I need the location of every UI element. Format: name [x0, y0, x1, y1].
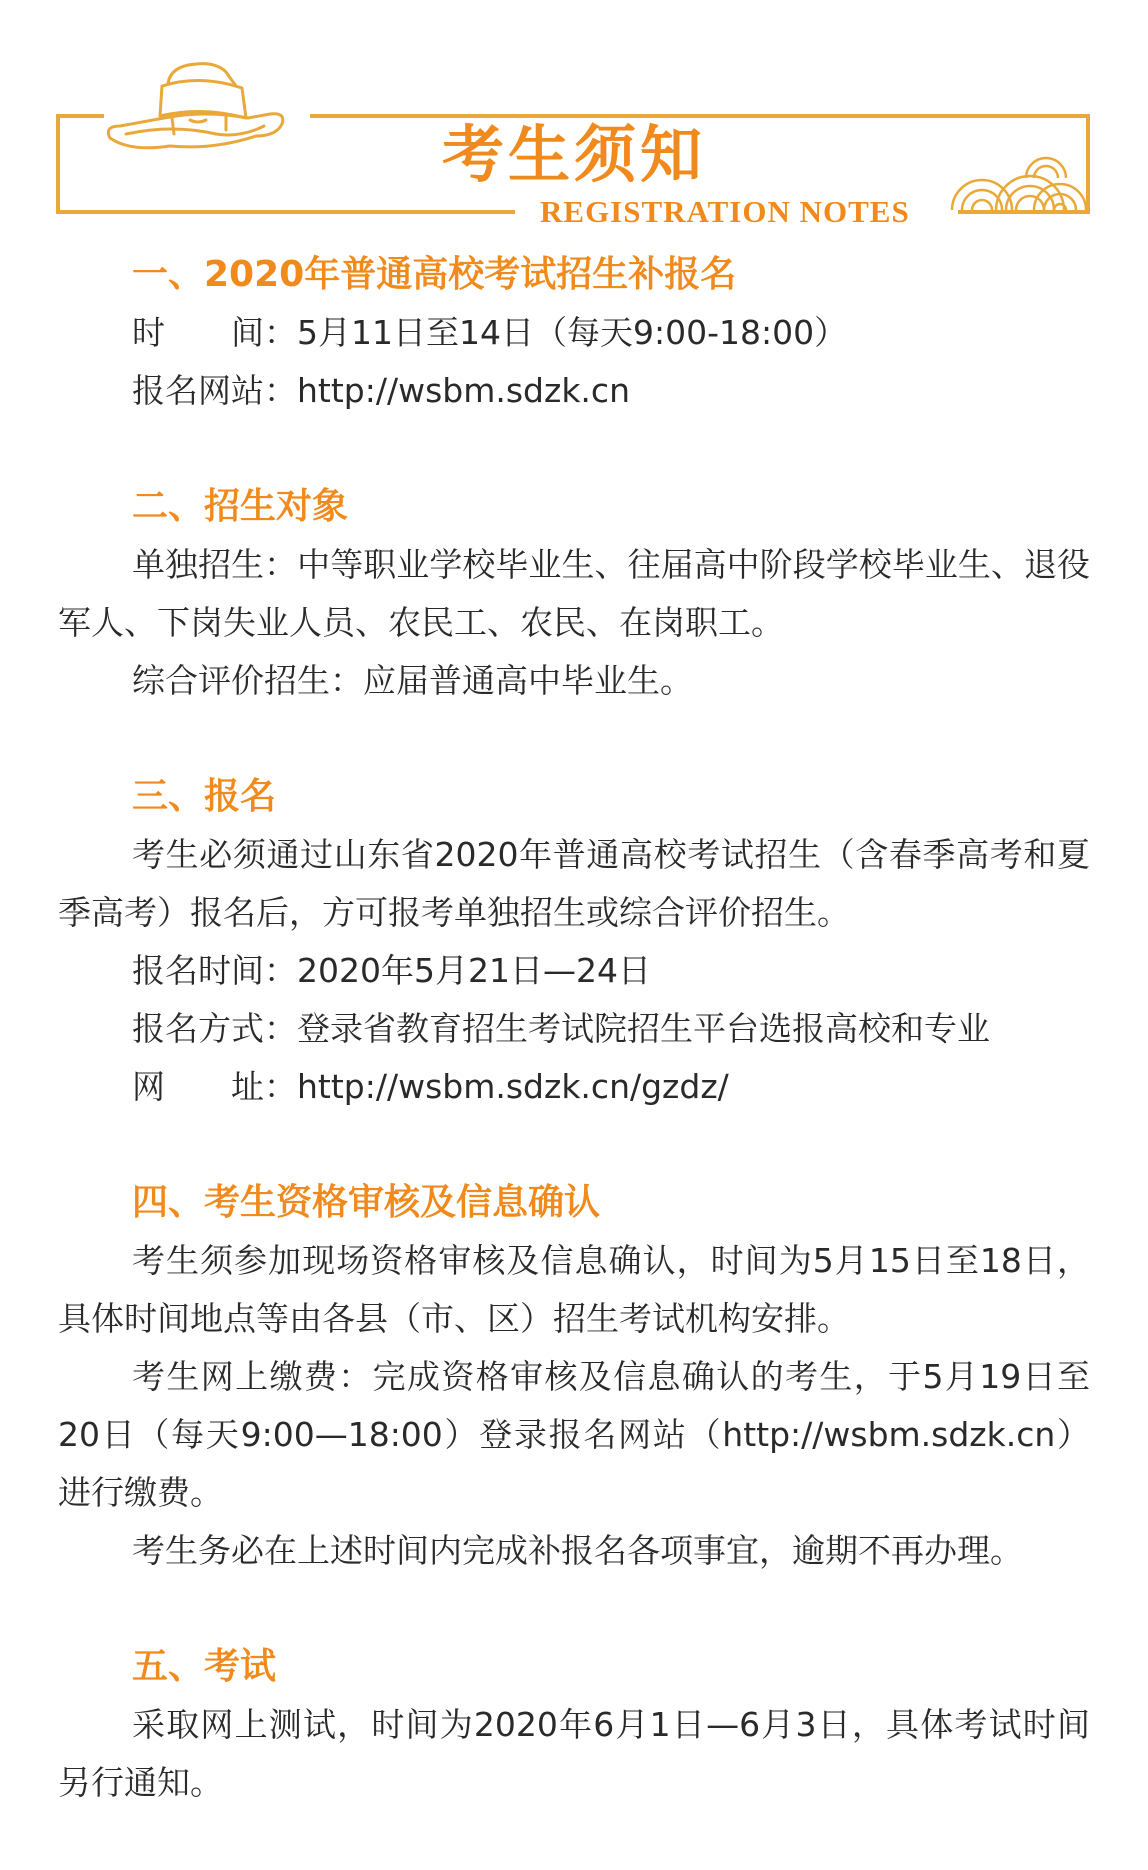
independent-enrollment-targets: 单独招生：中等职业学校毕业生、往届高中阶段学校毕业生、退役军人、下岗失业人员、农民工、农民、在岗职工。: [58, 545, 1090, 642]
registration-requirement: 考生必须通过山东省2020年普通高校考试招生（含春季高考和夏季高考）报名后，方可报考单独招生或综合评价招生。: [58, 835, 1090, 932]
section-enrollment-targets: [58, 478, 1090, 710]
section-title: 五、考试: [132, 1646, 277, 1687]
section-title: 一、2020年普通高校考试招生补报名: [132, 254, 737, 295]
page-subtitle: REGISTRATION NOTES: [540, 194, 910, 229]
registration-website: 报名网站：http://wsbm.sdzk.cn: [132, 371, 630, 410]
page-title: 考生须知: [441, 118, 706, 191]
section-title: 三、报名: [132, 776, 277, 817]
section-registration: [58, 768, 1090, 1116]
exam-info: 采取网上测试，时间为2020年6月1日—6月3日，具体考试时间另行通知。: [58, 1705, 1090, 1802]
comprehensive-evaluation-targets: 综合评价招生：应届普通高中毕业生。: [132, 661, 693, 700]
notice-body: [58, 246, 1090, 1870]
section-exam: [58, 1638, 1090, 1812]
registration-period: 报名时间：2020年5月21日—24日: [132, 951, 651, 990]
section-supplementary-registration: [58, 246, 1090, 420]
registration-time: 时 间：5月11日至14日（每天9:00-18:00）: [132, 313, 848, 352]
section-title: 四、考生资格审核及信息确认: [132, 1182, 601, 1223]
registration-url: 网 址：http://wsbm.sdzk.cn/gzdz/: [132, 1067, 729, 1106]
online-payment-info: 考生网上缴费：完成资格审核及信息确认的考生，于5月19日至20日（每天9:00—18:00）登录报名网站（http://wsbm.sdzk.cn）进行缴费。: [58, 1357, 1090, 1512]
header-banner: [0, 0, 1148, 240]
registration-method: 报名方式：登录省教育招生考试院招生平台选报高校和专业: [132, 1009, 990, 1048]
deadline-notice: 考生务必在上述时间内完成补报名各项事宜，逾期不再办理。: [132, 1531, 1023, 1570]
section-qualification-review: [58, 1174, 1090, 1580]
qualification-review-info: 考生须参加现场资格审核及信息确认，时间为5月15日至18日，具体时间地点等由各县（市、区）招生考试机构安排。: [58, 1241, 1090, 1338]
section-title: 二、招生对象: [132, 486, 349, 527]
